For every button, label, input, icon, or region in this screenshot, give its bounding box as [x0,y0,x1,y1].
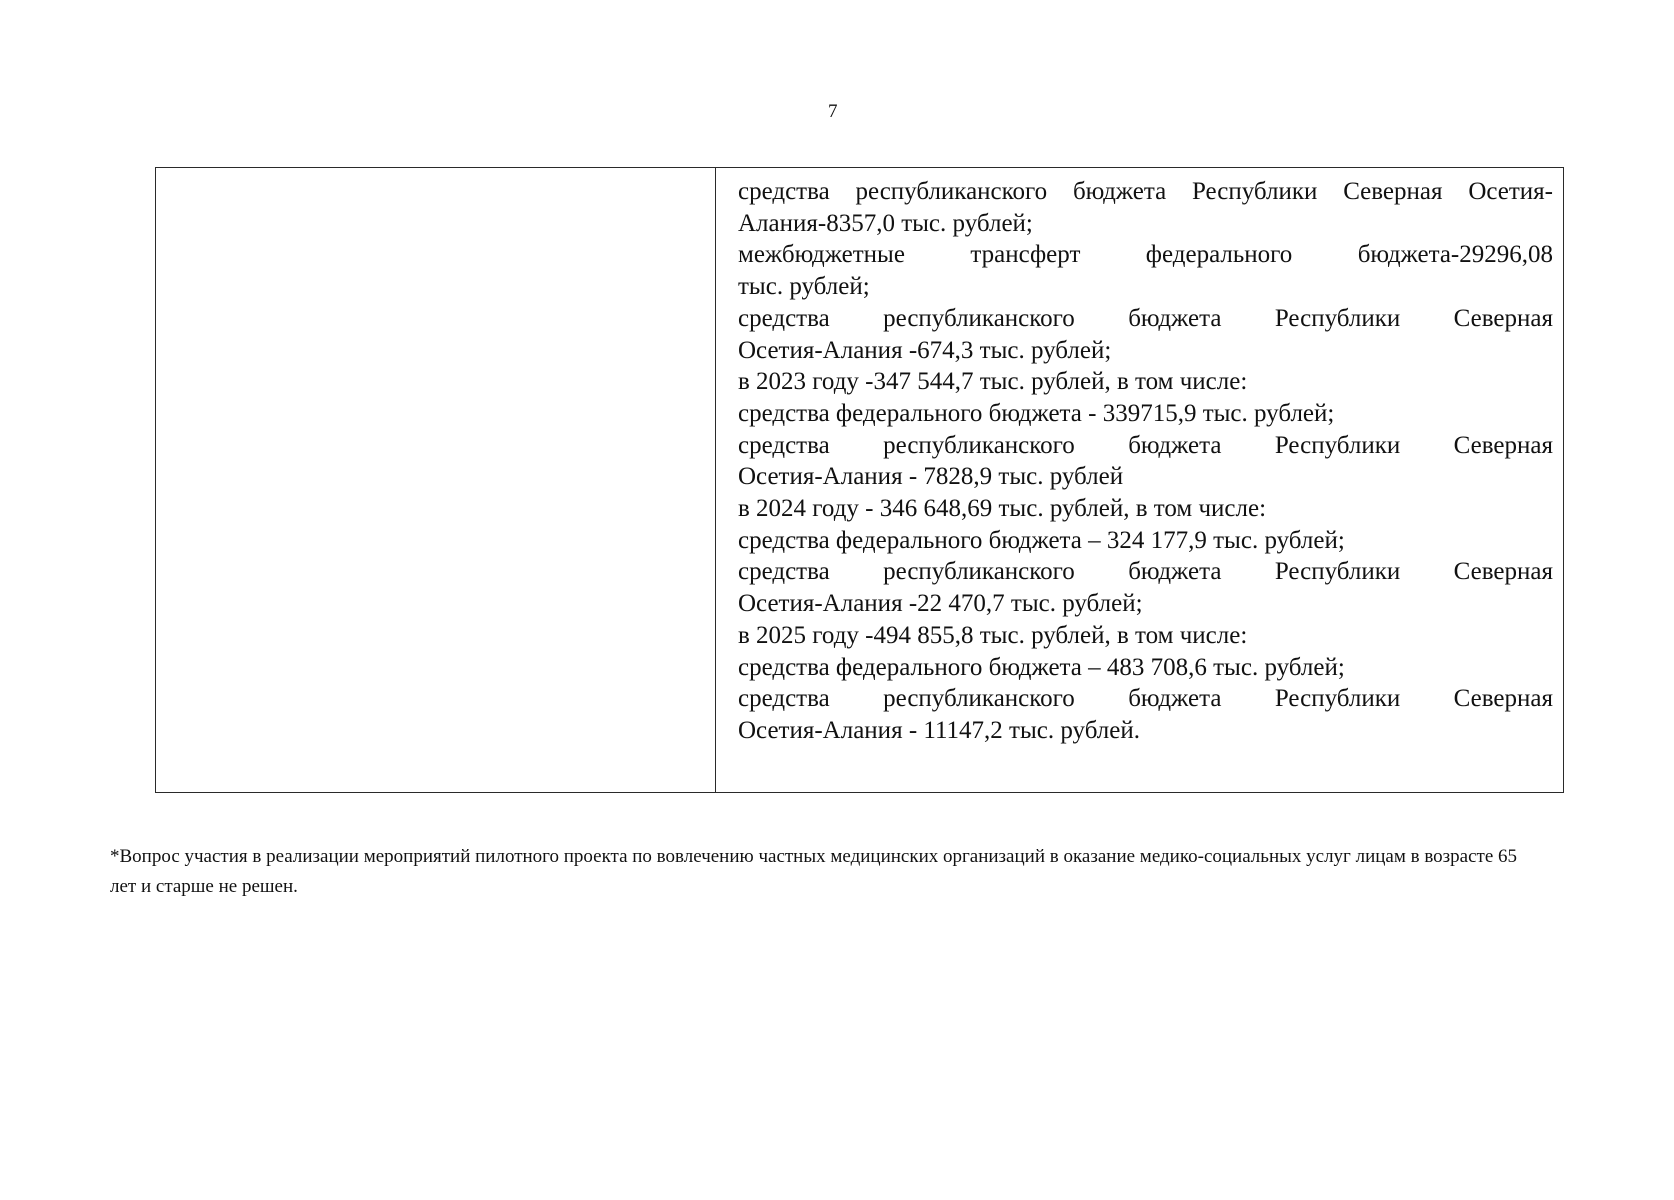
program-label-cell [156,168,716,793]
funding-details-cell [716,168,1564,793]
funding-line: средства республиканского бюджета Республики Северная Осетия- [738,178,1553,205]
funding-line: средства федерального бюджета – 483 708,6 тыс. рублей; [738,653,1345,681]
funding-line: межбюджетные трансферт федерального бюджета-29296,08 [738,241,1553,269]
funding-line: средства республиканского бюджета Республики Северная [738,304,1553,332]
funding-table [155,167,1564,793]
funding-line: средства республиканского бюджета Республики Северная [738,558,1553,586]
funding-line: в 2024 году - 346 648,69 тыс. рублей, в том числе: [738,495,1267,523]
funding-lines [738,176,1553,747]
funding-line: средства республиканского бюджета Республики Северная [738,431,1553,459]
funding-line: Осетия-Алания - 7828,9 тыс. рублей [738,463,1124,491]
funding-line: в 2023 году -347 544,7 тыс. рублей, в том числе: [738,368,1248,396]
funding-line: Осетия-Алания - 11147,2 тыс. рублей. [738,716,1140,744]
footnote: *Вопрос участия в реализации мероприятий пилотного проекта по вовлечению частных медицинских организаций в оказание медико-социальных услуг лицам в возрасте 65 лет и старше не решен. [110,846,1518,897]
funding-line: в 2025 году -494 855,8 тыс. рублей, в том числе: [738,621,1248,649]
funding-line: Осетия-Алания -22 470,7 тыс. рублей; [738,590,1143,618]
funding-line: средства федерального бюджета - 339715,9 тыс. рублей; [738,399,1335,427]
funding-line: Осетия-Алания -674,3 тыс. рублей; [738,336,1112,364]
funding-line: тыс. рублей; [738,273,870,301]
funding-line: Алания-8357,0 тыс. рублей; [738,209,1033,237]
page-number: 7 [828,101,838,122]
funding-line: средства федерального бюджета – 324 177,9 тыс. рублей; [738,526,1345,554]
table-row [156,168,1564,793]
funding-line: средства республиканского бюджета Республики Северная [738,685,1553,713]
